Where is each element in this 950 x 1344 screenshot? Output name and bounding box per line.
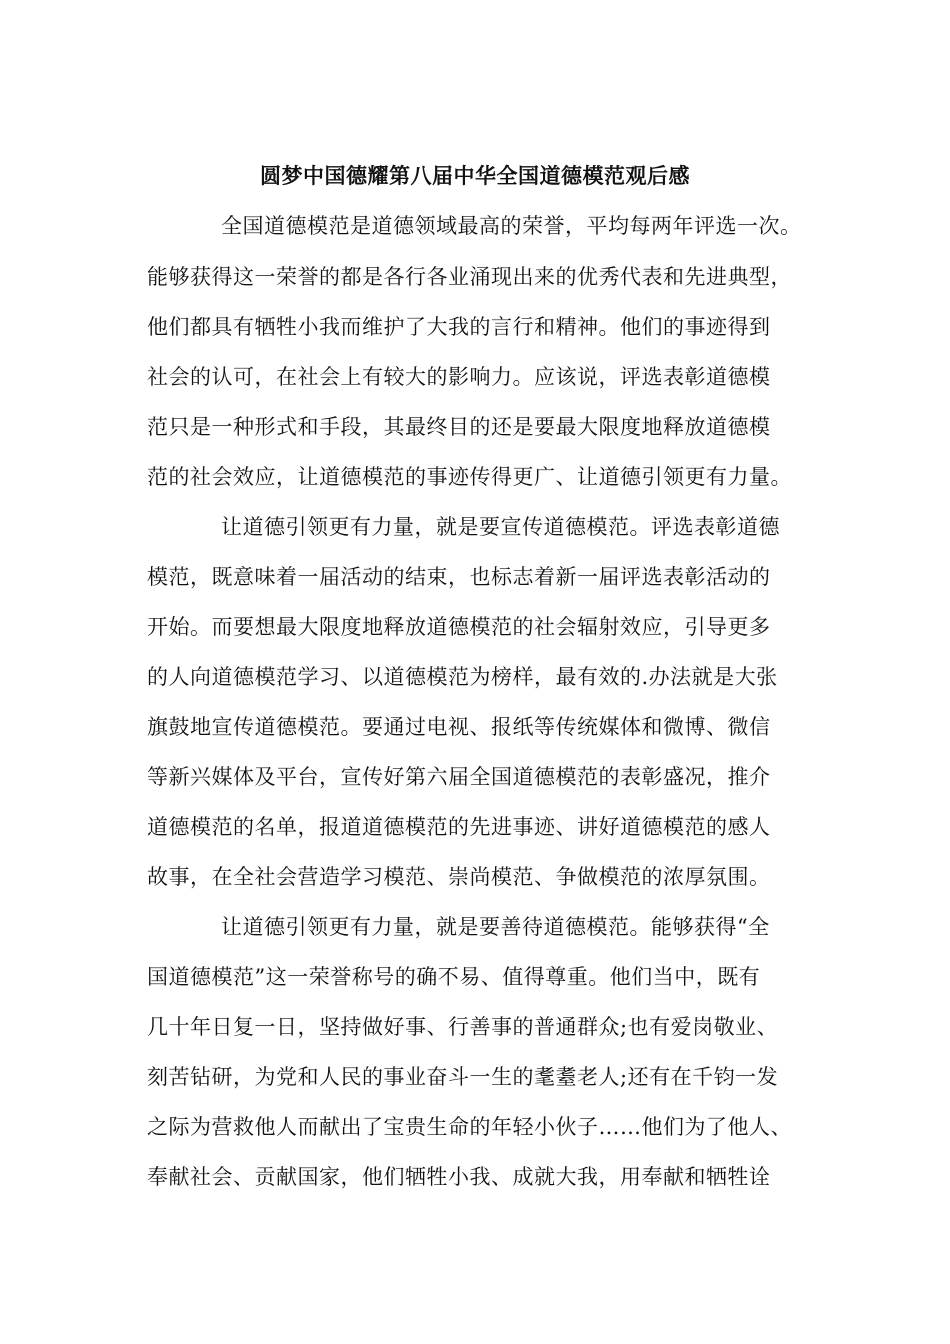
text-line: 道德模范的名单，报道道德模范的先进事迹、讲好道德模范的感人 [147,815,771,839]
text-line: 社会的认可，在社会上有较大的影响力。应该说，评选表彰道德模 [147,365,771,389]
document-title: 圆梦中国德耀第八届中华全国道德模范观后感 [260,164,690,188]
text-line: 全国道德模范是道德领域最高的荣誉，平均每两年评选一次。 [221,214,802,238]
text-line: 他们都具有牺牲小我而维护了大我的言行和精神。他们的事迹得到 [147,315,771,339]
text-line: 模范，既意味着一届活动的结束，也标志着新一届评选表彰活动的 [147,565,771,589]
text-line: 奉献社会、贡献国家，他们牺牲小我、成就大我，用奉献和牺牲诠 [147,1165,771,1189]
text-line: 之际为营救他人而献出了宝贵生命的年轻小伙子……他们为了他人、 [147,1115,792,1139]
text-line: 的人向道德模范学习、以道德模范为榜样，最有效的.办法就是大张 [147,665,778,689]
text-line: 范的社会效应，让道德模范的事迹传得更广、让道德引领更有力量。 [147,465,792,489]
text-line: 刻苦钻研，为党和人民的事业奋斗一生的耄耋老人;还有在千钧一发 [147,1065,779,1089]
text-line: 让道德引领更有力量，就是要宣传道德模范。评选表彰道德 [221,515,780,539]
text-line: 国道德模范”这一荣誉称号的确不易、值得尊重。他们当中，既有 [147,965,761,989]
text-line: 能够获得这一荣誉的都是各行各业涌现出来的优秀代表和先进典型， [147,265,792,289]
text-line: 故事，在全社会营造学习模范、崇尚模范、争做模范的浓厚氛围。 [147,865,771,889]
text-line: 旗鼓地宣传道德模范。要通过电视、报纸等传统媒体和微博、微信 [147,715,771,739]
text-line: 开始。而要想最大限度地释放道德模范的社会辐射效应，引导更多 [147,615,771,639]
text-line: 等新兴媒体及平台，宣传好第六届全国道德模范的表彰盛况，推介 [147,765,771,789]
text-line: 几十年日复一日，坚持做好事、行善事的普通群众;也有爱岗敬业、 [147,1015,779,1039]
text-line: 范只是一种形式和手段，其最终目的还是要最大限度地释放道德模 [147,415,771,439]
text-line: 让道德引领更有力量，就是要善待道德模范。能够获得“全 [221,915,770,939]
